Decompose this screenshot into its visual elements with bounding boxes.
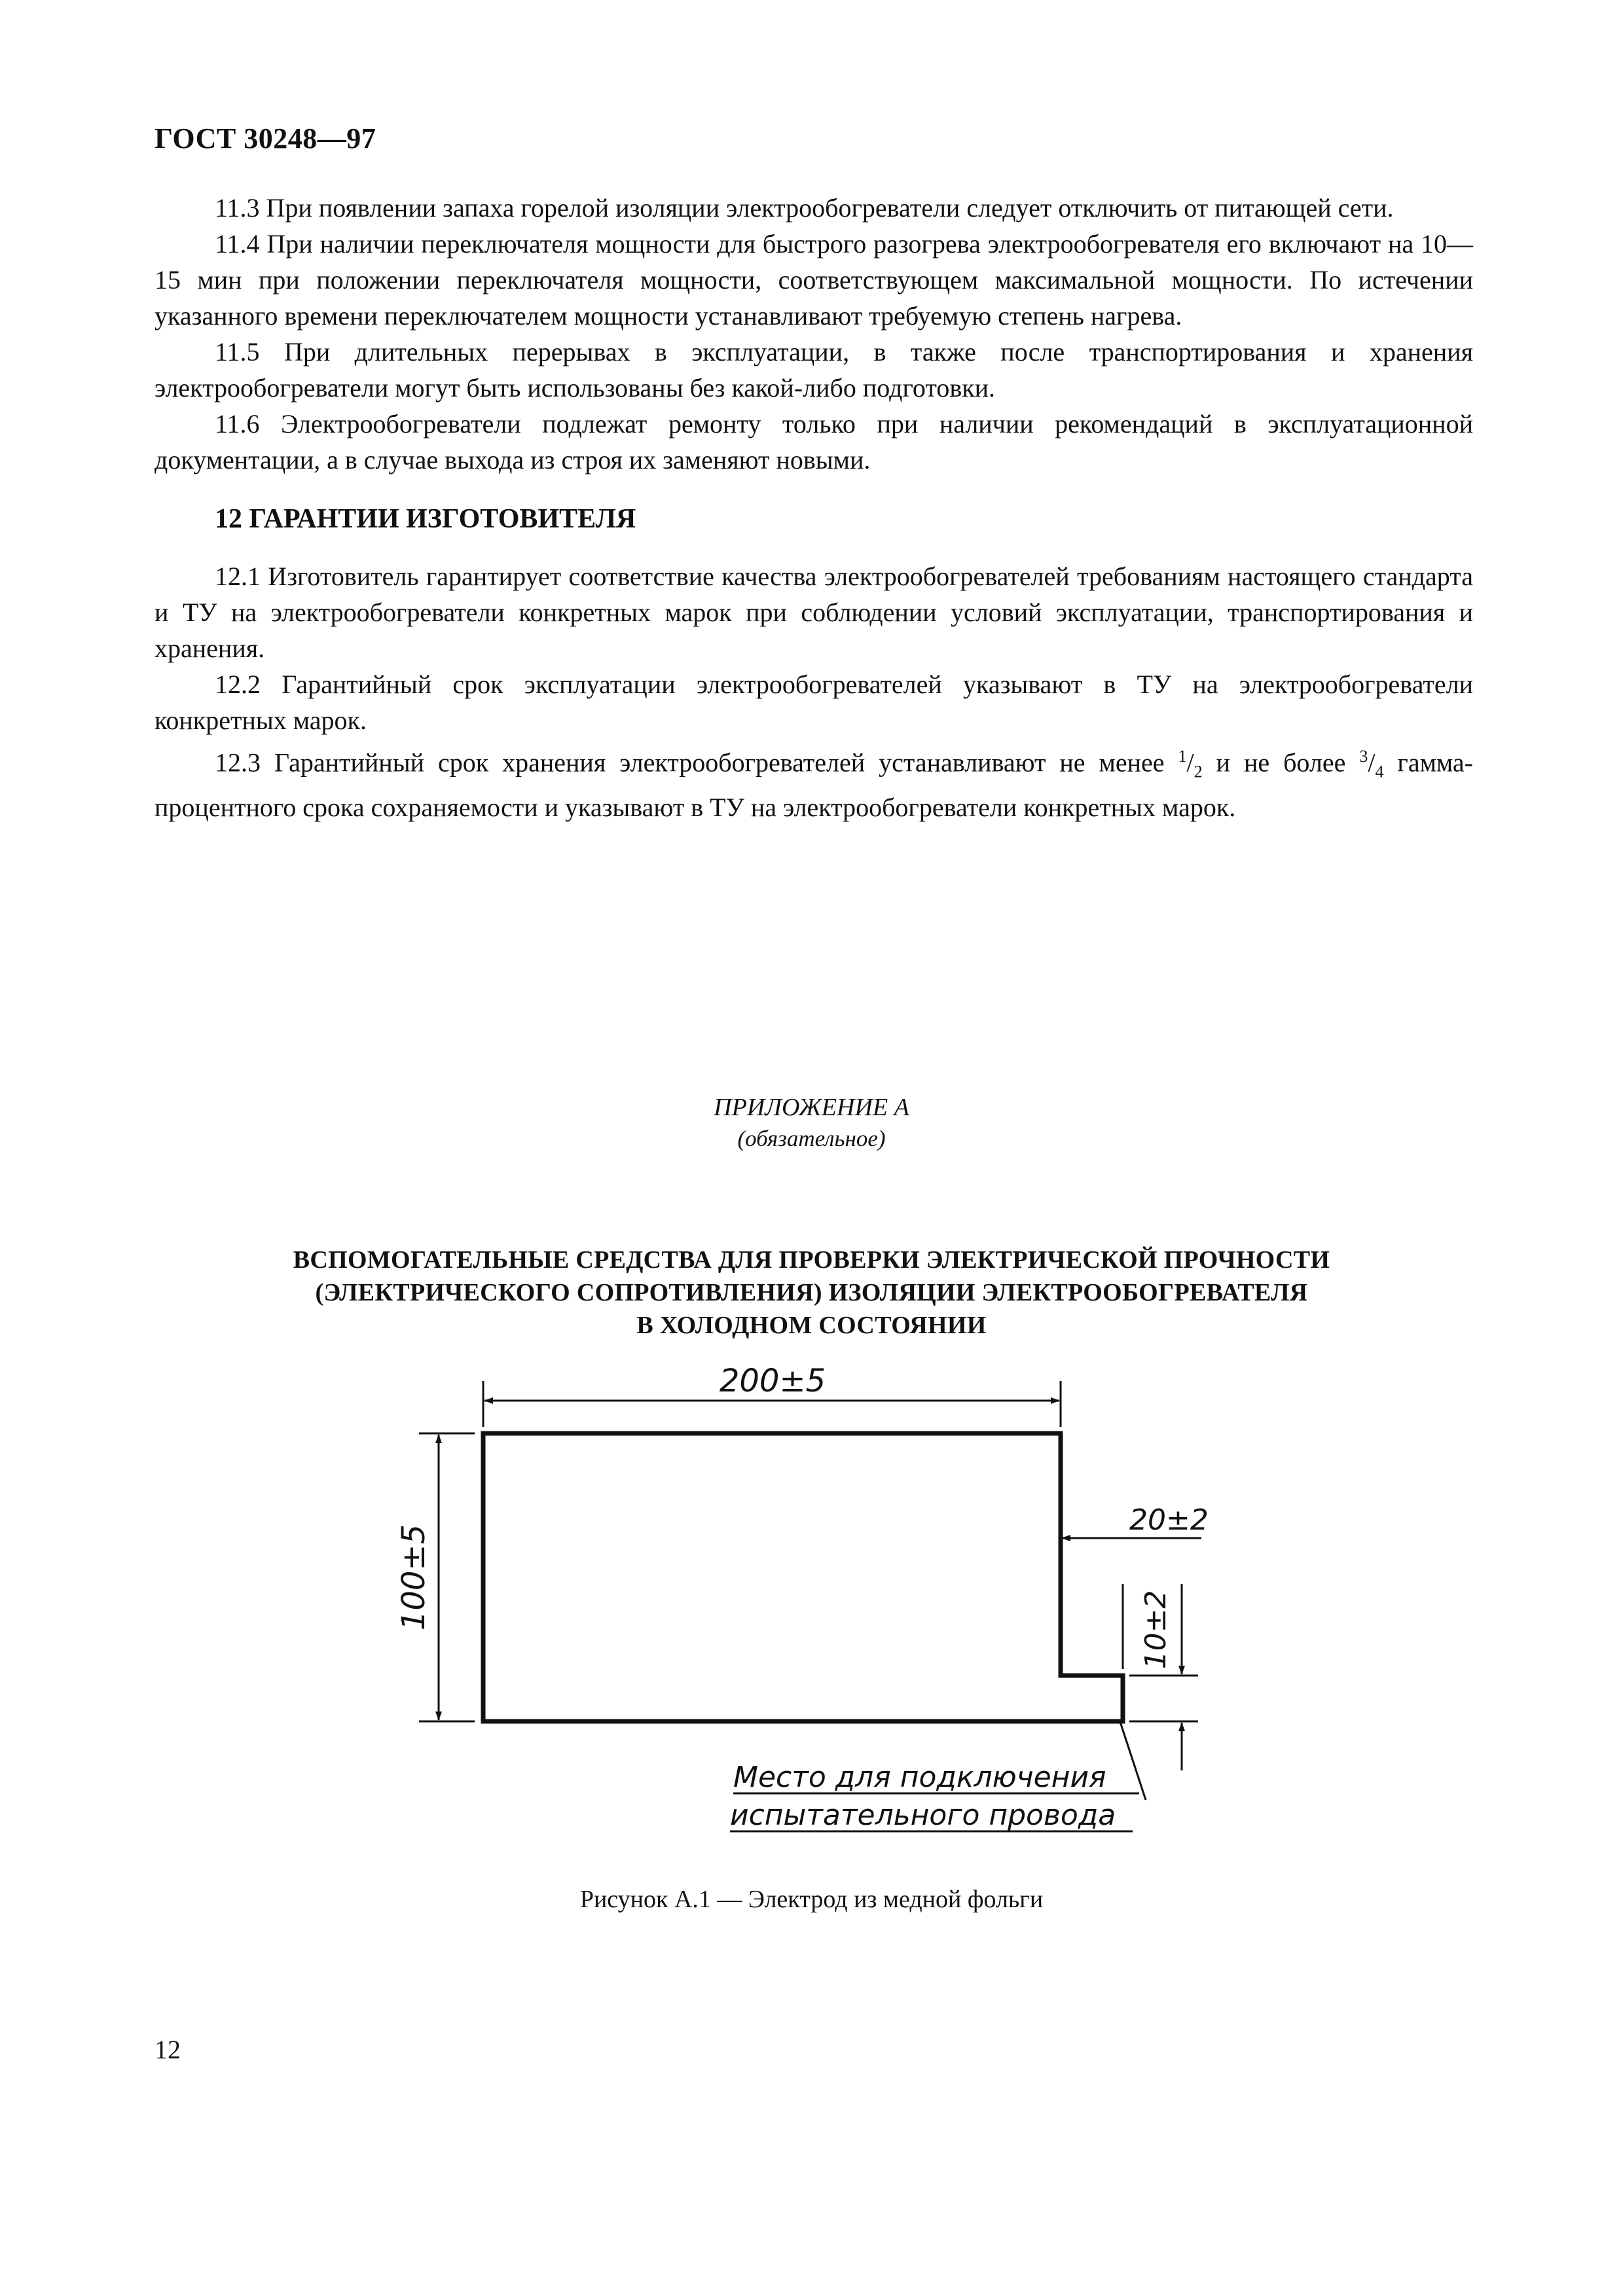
section-12-title: 12 ГАРАНТИИ ИЗГОТОВИТЕЛЯ (215, 504, 636, 534)
paragraph-11-5: 11.5 При длительных перерывах в эксплуатации, в также после транспортирования и хранения электрообогреватели могут быть использованы без какой-либо подготовки. (155, 337, 1473, 403)
electrode-drawing (367, 1348, 1296, 1846)
appendix-title (0, 1244, 1623, 1342)
electrode-outline (483, 1433, 1123, 1721)
tab-height-dimension-label: 10±2 (1139, 1590, 1173, 1670)
paragraph-12-3-middle: и не более (1202, 747, 1360, 778)
appendix-status: (обязательное) (737, 1126, 886, 1151)
tab-width-dimension-label: 20±2 (1129, 1503, 1209, 1537)
connection-note-line-1: Место для подключения (733, 1761, 1106, 1794)
paragraph-12-2: 12.2 Гарантийный срок эксплуатации электрообогревателей указывают в ТУ на электрообогреватели конкретных марок. (155, 670, 1473, 735)
appendix-title-line-1: ВСПОМОГАТЕЛЬНЫЕ СРЕДСТВА ДЛЯ ПРОВЕРКИ ЭЛЕКТРИЧЕСКОЙ ПРОЧНОСТИ (293, 1246, 1330, 1274)
appendix-title-line-2: (ЭЛЕКТРИЧЕСКОГО СОПРОТИВЛЕНИЯ) ИЗОЛЯЦИИ ЭЛЕКТРООБОГРЕВАТЕЛЯ (315, 1279, 1308, 1306)
fraction-three-quarters-denominator: 4 (1375, 762, 1384, 781)
paragraph-11-3: 11.3 При появлении запаха горелой изоляции электрообогреватели следует отключить от питающей сети. (215, 193, 1394, 223)
paragraph-11-4: 11.4 При наличии переключателя мощности для быстрого разогрева электрообогревателя его включают на 10—15 мин при положении переключателя мощности, соответствующем максимальной мощности. По истечении указанного времени переключателем мощности устанавливают требуемую степень нагрева. (155, 229, 1473, 331)
figure-caption: Рисунок А.1 — Электрод из медной фольги (579, 1886, 1044, 1913)
width-dimension-label: 200±5 (719, 1363, 826, 1399)
paragraph-12-3-end: гамма-процентного срока сохраняемости и указывают в ТУ на электрообогреватели конкретных марок. (155, 747, 1474, 823)
paragraph-12-1: 12.1 Изготовитель гарантирует соответствие качества электрообогревателей требованиям настоящего стандарта и ТУ на электрообогреватели конкретных марок при соблюдении условий эксплуатации, транспортирования и хранения. (155, 562, 1473, 663)
paragraph-12-3-start: 12.3 Гарантийный срок хранения электрообогревателей устанавливают не менее (215, 747, 1178, 778)
paragraph-12-3: 12.3 Гарантийный срок хранения электрообогревателей устанавливают не менее $^1/_2$ и не более $^3/_4$ гамма-процентного срока сохраняемости и указывают в ТУ на электрообогреватели конкретных марок. (155, 747, 1474, 823)
fraction-half-numerator: 1 (1178, 747, 1187, 766)
paragraph-11-6: 11.6 Электрообогреватели подлежат ремонту только при наличии рекомендаций в эксплуатационной документации, а в случае выхода из строя их заменяют новыми. (155, 409, 1473, 475)
connection-note-line-2: испытательного провода (730, 1799, 1116, 1832)
appendix-label: ПРИЛОЖЕНИЕ А (714, 1094, 909, 1121)
appendix-heading (0, 1092, 1623, 1155)
connection-note-leader (1120, 1720, 1146, 1800)
height-dimension-label: 100±5 (395, 1524, 432, 1631)
appendix-title-line-3: В ХОЛОДНОМ СОСТОЯНИИ (636, 1312, 987, 1339)
fraction-half-denominator: 2 (1194, 762, 1203, 781)
fraction-three-quarters-numerator: 3 (1359, 747, 1368, 766)
body-text (155, 190, 1473, 825)
document-id: ГОСТ 30248—97 (155, 122, 376, 154)
page-number: 12 (155, 2035, 181, 2064)
